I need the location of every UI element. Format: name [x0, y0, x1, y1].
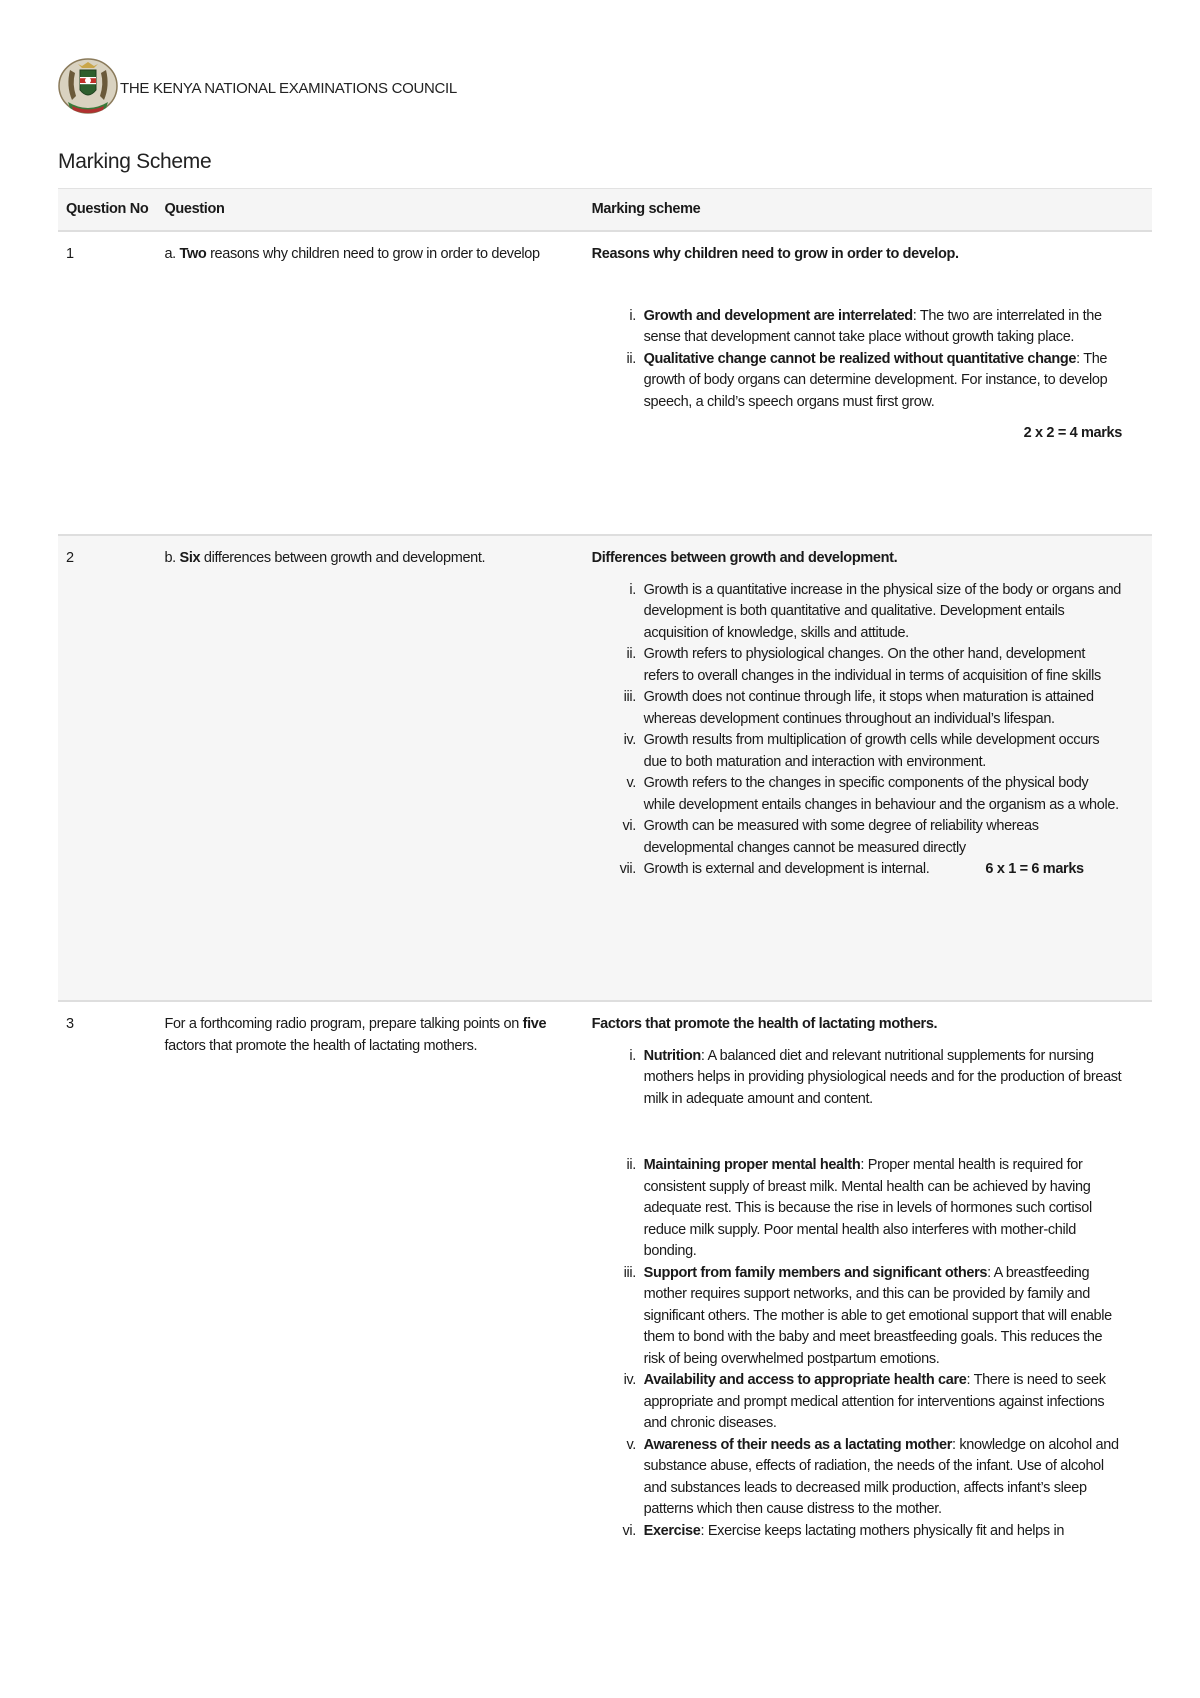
list-item: iii. Growth does not continue through life, it stops when maturation is attained whereas development continues throughout an individual’s lifespan. — [640, 687, 1122, 730]
question-text — [156, 231, 583, 535]
scheme-list — [592, 580, 1122, 881]
question-number: 1 — [66, 246, 74, 262]
item-text: : There is need to seek appropriate and prompt medical attention for interventions against infections and chronic diseases. — [643, 1372, 1106, 1431]
table-header-row — [58, 189, 1152, 232]
scheme-heading: Reasons why children need to grow in order to develop. — [591, 246, 959, 262]
item-term: Exercise — [643, 1522, 701, 1539]
marking-scheme-table — [58, 188, 1152, 1554]
marking-scheme-cell — [584, 1001, 1152, 1554]
list-item — [640, 1263, 1122, 1371]
item-term: Growth and development are interrelated — [643, 307, 913, 324]
page-title: Marking Scheme — [58, 150, 212, 173]
column-header-marking-scheme: Marking scheme — [591, 201, 701, 217]
item-text: : A breastfeeding mother requires support networks, and this can be provided by family and significant others. The mother is able to get emotional support that will enable them to bond with the baby and meet breastfeeding goals. This reduces the risk of being overwhelmed postpartum emotions. — [643, 1264, 1112, 1367]
question-text — [156, 535, 583, 1001]
item-term: Awareness of their needs as a lactating mother — [643, 1436, 953, 1453]
item-term: Maintaining proper mental health — [643, 1157, 861, 1173]
list-item — [640, 349, 1122, 414]
column-header-question-no: Question No — [66, 201, 149, 217]
question-rest: differences between growth and development. — [200, 550, 486, 566]
scheme-heading: Differences between growth and development. — [591, 550, 898, 566]
list-item: ii. Growth refers to physiological changes. On the other hand, development refers to overall changes in the individual in terms of acquisition of fine skills — [640, 644, 1122, 687]
scheme-heading: Factors that promote the health of lactating mothers. — [591, 1016, 938, 1032]
list-item — [640, 1370, 1122, 1435]
question-rest: reasons why children need to grow in order to develop — [206, 246, 540, 262]
list-item — [640, 306, 1122, 349]
question-number: 2 — [66, 550, 74, 566]
question-prefix: a. — [164, 246, 180, 262]
marking-scheme-cell — [584, 231, 1152, 535]
item-text: : A balanced diet and relevant nutritional supplements for nursing mothers helps in providing physiological needs and for the production of breast milk in adequate amount and content. — [643, 1047, 1122, 1107]
marks-allocation: 2 x 2 = 4 marks — [1023, 425, 1122, 441]
question-prefix: b. — [164, 550, 180, 566]
list-item — [640, 1046, 1122, 1111]
organization-name: THE KENYA NATIONAL EXAMINATIONS COUNCIL — [120, 79, 457, 97]
list-item — [640, 1435, 1122, 1521]
item-text: : Proper mental health is required for consistent supply of breast milk. Mental health can be achieved by having adequate rest. This is because the rise in levels of hormones such cortisol reduce milk supply. Poor mental health also interferes with mother-child bonding. — [643, 1157, 1092, 1259]
table-row — [58, 231, 1152, 535]
item-text: : The growth of body organs can determine development. For instance, to develop speech, a child’s speech organs must first grow. — [643, 350, 1108, 410]
list-item — [640, 859, 1122, 881]
item-text: : knowledge on alcohol and substance abuse, effects of radiation, the needs of the infant. Use of alcohol and substances leads to decreased milk production, affects infant’s sleep patterns which then cause distress to the mother. — [643, 1436, 1119, 1517]
item-text: : Exercise keeps lactating mothers physically fit and helps in — [700, 1522, 1065, 1539]
question-prefix: For a forthcoming radio program, prepare talking points on — [164, 1016, 523, 1032]
list-item: iv. Growth results from multiplication of growth cells while development occurs due to both maturation and interaction with environment. — [640, 730, 1122, 773]
item-text: Growth is external and development is internal. — [643, 861, 930, 877]
item-text: : The two are interrelated in the sense that development cannot take place without growth taking place. — [643, 307, 1102, 345]
list-item: i. Growth is a quantitative increase in the physical size of the body or organs and development is both quantitative and qualitative. Development entails acquisition of knowledge, skills and attitude. — [640, 580, 1122, 645]
marks-allocation: 6 x 1 = 6 marks — [985, 861, 1084, 877]
question-keyword: five — [522, 1016, 547, 1032]
column-header-question: Question — [164, 201, 225, 217]
scheme-list — [592, 1046, 1122, 1543]
table-row — [58, 535, 1152, 1001]
item-term: Support from family members and significant others — [643, 1264, 988, 1281]
question-number: 3 — [66, 1016, 74, 1032]
question-keyword: Six — [179, 550, 201, 566]
kenya-coat-of-arms-icon — [56, 56, 120, 120]
list-item — [640, 1521, 1122, 1543]
marking-scheme-cell — [584, 535, 1152, 1001]
list-item: v. Growth refers to the changes in specific components of the physical body while development entails changes in behaviour and the organism as a whole. — [640, 773, 1122, 816]
page-header — [56, 56, 457, 120]
item-term: Nutrition — [643, 1047, 701, 1064]
question-keyword: Two — [179, 246, 207, 262]
table-header — [58, 189, 1152, 232]
list-item — [640, 1155, 1122, 1263]
list-item: vi. Growth can be measured with some degree of reliability whereas developmental changes cannot be measured directly — [640, 816, 1122, 859]
question-text — [156, 1001, 583, 1554]
item-term: Availability and access to appropriate health care — [643, 1372, 967, 1388]
spacer — [592, 266, 1122, 306]
item-term: Qualitative change cannot be realized without quantitative change — [643, 350, 1077, 367]
scheme-list — [592, 306, 1122, 414]
question-rest: factors that promote the health of lactating mothers. — [164, 1037, 478, 1054]
table-row — [58, 1001, 1152, 1554]
